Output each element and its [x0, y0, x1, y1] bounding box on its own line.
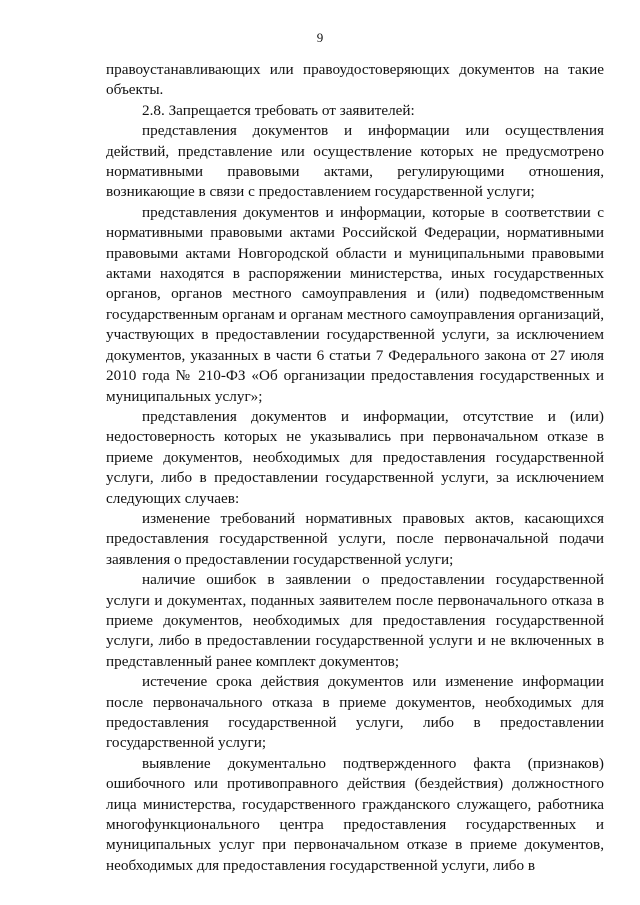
- paragraph-errors-in-application: наличие ошибок в заявлении о предоставлении государственной услуги и документах, поданных заявителем после первоначального отказа в приеме документов, необходимых для предоставления государственной услуги, либо в предоставлении государственной услуги и не включенных в представленный ранее комплект документов;: [106, 571, 604, 670]
- paragraph-documents-not-specified: представления документов и информации, отсутствие и (или) недостоверность которых не указывались при первоначальном отказе в приеме документов, необходимых для предоставления государственной услуги, либо в предоставлении государственной услуги, за исключением следующих случаев:: [106, 407, 604, 507]
- document-body: [106, 60, 604, 876]
- paragraph-objects: правоустанавливающих или правоудостоверяющих документов на такие объекты.: [106, 61, 604, 99]
- paragraph-section-2-8: 2.8. Запрещается требовать от заявителей:: [142, 101, 415, 119]
- paragraph-erroneous-action: выявление документально подтвержденного факта (признаков) ошибочного или противоправного действия (бездействия) должностного лица министерства, государственного гражданского служащего, работника многофункционального центра предоставления государственных и муниципальных услуг при первоначальном отказе в приеме документов, необходимых для предоставления государственной услуги, либо в: [106, 754, 604, 874]
- paragraph-documents-in-possession: представления документов и информации, которые в соответствии с нормативными правовыми актами Российской Федерации, нормативными правовыми актами Новгородской области и муниципальными правовыми актами находятся в распоряжении министерства, иных государственных органов, органов местного самоуправления и (или) подведомственным государственным органам и органам местного самоуправления организаций, участвующих в предоставлении государственной услуги, за исключением документов, указанных в части 6 статьи 7 Федерального закона от 27 июля 2010 года № 210-ФЗ «Об организации предоставления государственных и муниципальных услуг»;: [106, 203, 605, 405]
- page-number: 9: [316, 30, 324, 45]
- paragraph-documents-and-actions: представления документов и информации или осуществления действий, представление или осуществление которых не предусмотрено нормативными правовыми актами, регулирующими отношения, возникающие в связи с предоставлением государственной услуги;: [106, 122, 604, 201]
- paragraph-requirements-change: изменение требований нормативных правовых актов, касающихся предоставления государственной услуги, после первоначальной подачи заявления о предоставлении государственной услуги;: [106, 509, 604, 568]
- paragraph-documents-expiry: истечение срока действия документов или изменение информации после первоначального отказа в приеме документов, необходимых для предоставления государственной услуги, либо в предоставлении государственной услуги;: [106, 673, 604, 752]
